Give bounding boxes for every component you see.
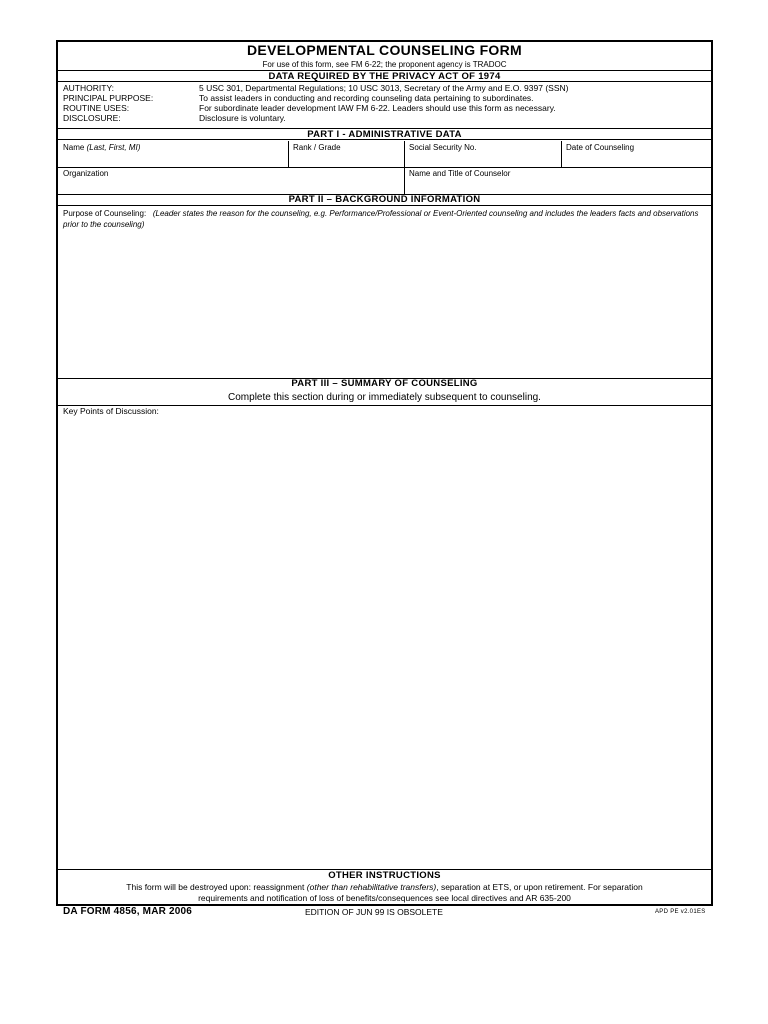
purpose-hint: (Leader states the reason for the counseling, e.g. Performance/Professional or Event-Oriented counseling and includes the leaders facts and observations prior to the counseling): [63, 209, 699, 229]
ssn-field[interactable]: [404, 141, 561, 167]
other-instructions-heading: OTHER INSTRUCTIONS: [328, 870, 441, 881]
name-label: Name: [63, 143, 85, 152]
other-instructions-line2: requirements and notification of loss of benefits/consequences see local directives and AR 635-200: [198, 893, 571, 903]
key-points-field[interactable]: [63, 406, 159, 416]
disclosure-text: Disclosure is voluntary.: [199, 113, 286, 123]
edition-note: EDITION OF JUN 99 IS OBSOLETE: [305, 907, 443, 917]
other-line1-text: This form will be destroyed upon: reassignment: [126, 882, 305, 892]
counselor-name-field[interactable]: [404, 167, 711, 194]
counseling-form: [56, 40, 713, 906]
other-line1-end: , separation at ETS, or upon retirement. For separation: [436, 882, 643, 892]
routine-uses-text: For subordinate leader development IAW FM 6-22. Leaders should use this form as necessary.: [199, 103, 556, 113]
other-instructions-text: [58, 882, 711, 904]
part1-heading: PART I - ADMINISTRATIVE DATA: [58, 128, 711, 140]
ssn-label: Social Security No.: [409, 143, 477, 152]
principal-purpose-text: To assist leaders in conducting and recording counseling data pertaining to subordinates.: [199, 93, 534, 103]
routine-uses-label: ROUTINE USES:: [63, 103, 130, 113]
other-line1-italic: (other than rehabilitative transfers): [306, 882, 437, 892]
form-number: DA FORM 4856, MAR 2006: [63, 906, 193, 917]
organization-label: Organization: [63, 169, 109, 178]
form-subtitle: For use of this form, see FM 6-22; the proponent agency is TRADOC: [262, 60, 507, 69]
authority-text: 5 USC 301, Departmental Regulations; 10 USC 3013, Secretary of the Army and E.O. 9397 (SSN): [199, 83, 569, 93]
date-of-counseling-label: Date of Counseling: [566, 143, 635, 152]
name-hint: (Last, First, MI): [86, 143, 141, 152]
routine-uses-line: [63, 103, 556, 113]
organization-field[interactable]: [58, 167, 404, 194]
form-title: DEVELOPMENTAL COUNSELING FORM: [247, 42, 522, 58]
part3-subheading: Complete this section during or immediately subsequent to counseling.: [228, 392, 541, 403]
disclosure-label: DISCLOSURE:: [63, 113, 121, 123]
privacy-act-heading: DATA REQUIRED BY THE PRIVACY ACT OF 1974: [58, 70, 711, 82]
column-divider: [404, 141, 405, 194]
disclosure-line: [63, 113, 286, 123]
principal-purpose-label: PRINCIPAL PURPOSE:: [63, 93, 154, 103]
column-divider: [561, 141, 562, 167]
principal-purpose-line: [63, 93, 534, 103]
column-divider: [288, 141, 289, 167]
authority-label: AUTHORITY:: [63, 83, 115, 93]
rank-grade-label: Rank / Grade: [293, 143, 341, 152]
other-instructions-line1: [58, 882, 711, 893]
purpose-label: Purpose of Counseling:: [63, 209, 147, 218]
purpose-of-counseling-field[interactable]: [63, 208, 703, 230]
form-code: APD PE v2.01ES: [655, 909, 706, 915]
part2-heading: PART II – BACKGROUND INFORMATION: [58, 194, 711, 206]
part3-heading: PART III – SUMMARY OF COUNSELING: [291, 378, 478, 389]
name-field[interactable]: [58, 141, 288, 167]
key-points-label: Key Points of Discussion:: [63, 406, 159, 416]
counselor-name-label: Name and Title of Counselor: [409, 169, 511, 178]
authority-line: [63, 83, 568, 93]
privacy-act-statement: [58, 82, 711, 128]
rank-grade-field[interactable]: [288, 141, 404, 167]
date-of-counseling-field[interactable]: [561, 141, 711, 167]
